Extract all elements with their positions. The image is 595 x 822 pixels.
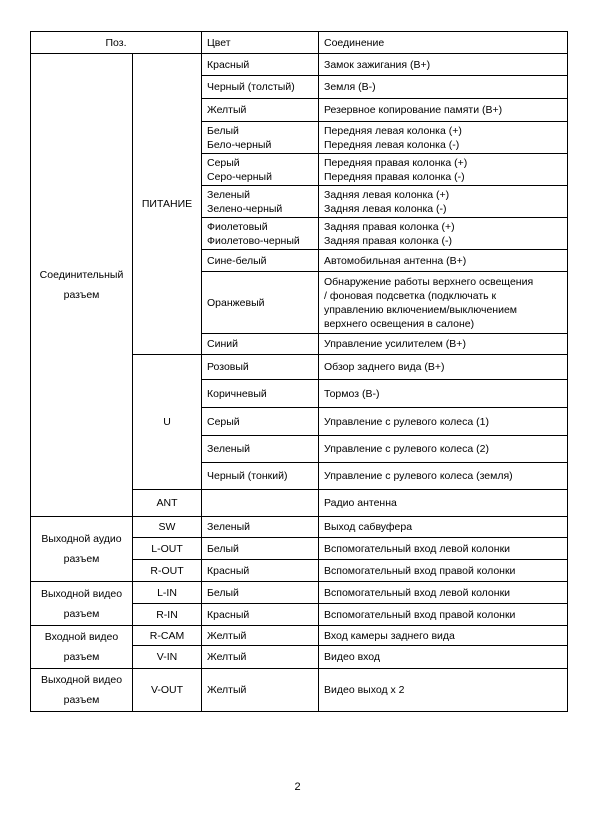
video-in-label-line2: разъем	[63, 651, 100, 663]
wire-connection-line: Задняя правая колонка (+)	[324, 220, 455, 233]
wire-connection: Вспомогательный вход правой колонки	[319, 604, 568, 626]
pin-label: SW	[133, 517, 202, 538]
wire-connection: Радио антенна	[319, 490, 568, 517]
u-group-label: U	[133, 355, 202, 490]
wire-connection	[319, 218, 568, 250]
video-in-label	[31, 626, 133, 669]
wire-connection-line: Задняя левая колонка (-)	[324, 202, 447, 215]
wire-color	[202, 186, 319, 218]
wire-connection-line: / фоновая подсветка (подключать к	[324, 289, 497, 302]
wire-color: Черный (тонкий)	[202, 463, 319, 490]
wire-connection	[319, 122, 568, 154]
connector-label-line1: Соединительный	[39, 269, 124, 281]
wire-color	[202, 218, 319, 250]
wire-color: Сине-белый	[202, 250, 319, 272]
wire-color-line: Серый	[207, 156, 240, 169]
video-out-label-line2: разъем	[63, 607, 100, 620]
wire-connection: Резервное копирование памяти (B+)	[319, 99, 568, 122]
wire-connection-line: Передняя правая колонка (-)	[324, 170, 465, 183]
wire-color: Розовый	[202, 355, 319, 380]
wire-connection: Автомобильная антенна (B+)	[319, 250, 568, 272]
wire-color	[202, 122, 319, 154]
video-out-2-label	[31, 669, 133, 712]
wire-color-line: Зеленый	[207, 188, 251, 201]
wire-connection: Выход сабвуфера	[319, 517, 568, 538]
wire-connection-line: Передняя левая колонка (+)	[324, 124, 462, 137]
wire-connection: Обзор заднего вида (B+)	[319, 355, 568, 380]
wire-color: Белый	[202, 538, 319, 560]
pin-label: R-CAM	[133, 626, 202, 646]
wire-connection: Видео выход х 2	[319, 669, 568, 712]
wire-connection: Вход камеры заднего вида	[319, 626, 568, 646]
pin-label: L-IN	[133, 582, 202, 604]
pin-label: V-OUT	[133, 669, 202, 712]
wire-connection: Вспомогательный вход правой колонки	[319, 560, 568, 582]
wire-color: Синий	[202, 334, 319, 355]
wire-color: Желтый	[202, 669, 319, 712]
header-row	[31, 32, 568, 54]
wire-color-line: Зелено-черный	[207, 202, 283, 215]
wire-connection: Тормоз (B-)	[319, 380, 568, 408]
wire-color-line: Фиолетово-черный	[207, 234, 300, 247]
ant-label: ANT	[133, 490, 202, 517]
wire-color: Желтый	[202, 99, 319, 122]
wire-connection: Управление с рулевого колеса (1)	[319, 408, 568, 436]
wire-connection: Управление усилителем (B+)	[319, 334, 568, 355]
wire-color	[202, 490, 319, 517]
header-position: Поз.	[31, 32, 202, 54]
pin-label: R-OUT	[133, 560, 202, 582]
wire-color: Желтый	[202, 646, 319, 669]
audio-out-label-line2: разъем	[63, 553, 100, 565]
wire-color-line: Фиолетовый	[207, 220, 268, 233]
wire-color: Белый	[202, 582, 319, 604]
wire-connection: Видео вход	[319, 646, 568, 669]
pin-label: R-IN	[133, 604, 202, 626]
table-row	[31, 517, 568, 538]
wire-color	[202, 154, 319, 186]
pin-label: L-OUT	[133, 538, 202, 560]
wire-connection: Земля (B-)	[319, 76, 568, 99]
connector-label-line2: разъем	[63, 289, 100, 301]
wire-color: Желтый	[202, 626, 319, 646]
audio-out-label-line1: Выходной аудио	[41, 533, 122, 545]
wire-connection: Управление с рулевого колеса (2)	[319, 436, 568, 463]
wire-connection: Вспомогательный вход левой колонки	[319, 538, 568, 560]
wire-color: Красный	[202, 604, 319, 626]
wire-connection	[319, 272, 568, 334]
wire-color: Красный	[202, 560, 319, 582]
video-in-label-line1: Входной видео	[44, 631, 119, 643]
table-row	[31, 582, 568, 604]
wire-color-line: Серо-черный	[207, 170, 272, 183]
wire-connection-line: Задняя левая колонка (+)	[324, 188, 450, 201]
header-connection: Соединение	[319, 32, 568, 54]
wire-color-line: Белый	[207, 124, 239, 137]
table-row	[31, 626, 568, 646]
wire-connection-line: Передняя левая колонка (-)	[324, 138, 460, 151]
audio-out-label	[31, 517, 133, 582]
wire-connection: Замок зажигания (B+)	[319, 54, 568, 76]
wire-color: Оранжевый	[202, 272, 319, 334]
wiring-table	[30, 31, 568, 712]
wire-color: Черный (толстый)	[202, 76, 319, 99]
wire-connection-line: управлению включением/выключением	[324, 303, 518, 316]
wire-color: Коричневый	[202, 380, 319, 408]
wire-connection	[319, 186, 568, 218]
pin-label: V-IN	[133, 646, 202, 669]
wire-connection-line: Обнаружение работы верхнего освещения	[324, 275, 534, 288]
wire-connection	[319, 154, 568, 186]
wire-color: Зеленый	[202, 436, 319, 463]
wire-color: Зеленый	[202, 517, 319, 538]
wire-color: Красный	[202, 54, 319, 76]
wire-connection-line: Передняя правая колонка (+)	[324, 156, 468, 169]
wire-connection-line: верхнего освещения в салоне)	[324, 317, 475, 330]
video-out-label-line1: Выходной видео	[40, 587, 123, 600]
video-out-2-label-line2: разъем	[63, 694, 100, 706]
wire-connection-line: Задняя правая колонка (-)	[324, 234, 452, 247]
connector-group-label	[31, 54, 133, 517]
video-out-2-label-line1: Выходной видео	[40, 674, 123, 686]
page-number: 2	[294, 781, 301, 793]
wire-color: Серый	[202, 408, 319, 436]
wire-connection: Управление с рулевого колеса (земля)	[319, 463, 568, 490]
wire-connection: Вспомогательный вход левой колонки	[319, 582, 568, 604]
wire-color-line: Бело-черный	[207, 138, 272, 151]
power-group-label: ПИТАНИЕ	[133, 54, 202, 355]
table-row	[31, 669, 568, 712]
header-color: Цвет	[202, 32, 319, 54]
video-out-label	[31, 582, 133, 626]
table-row	[31, 54, 568, 76]
